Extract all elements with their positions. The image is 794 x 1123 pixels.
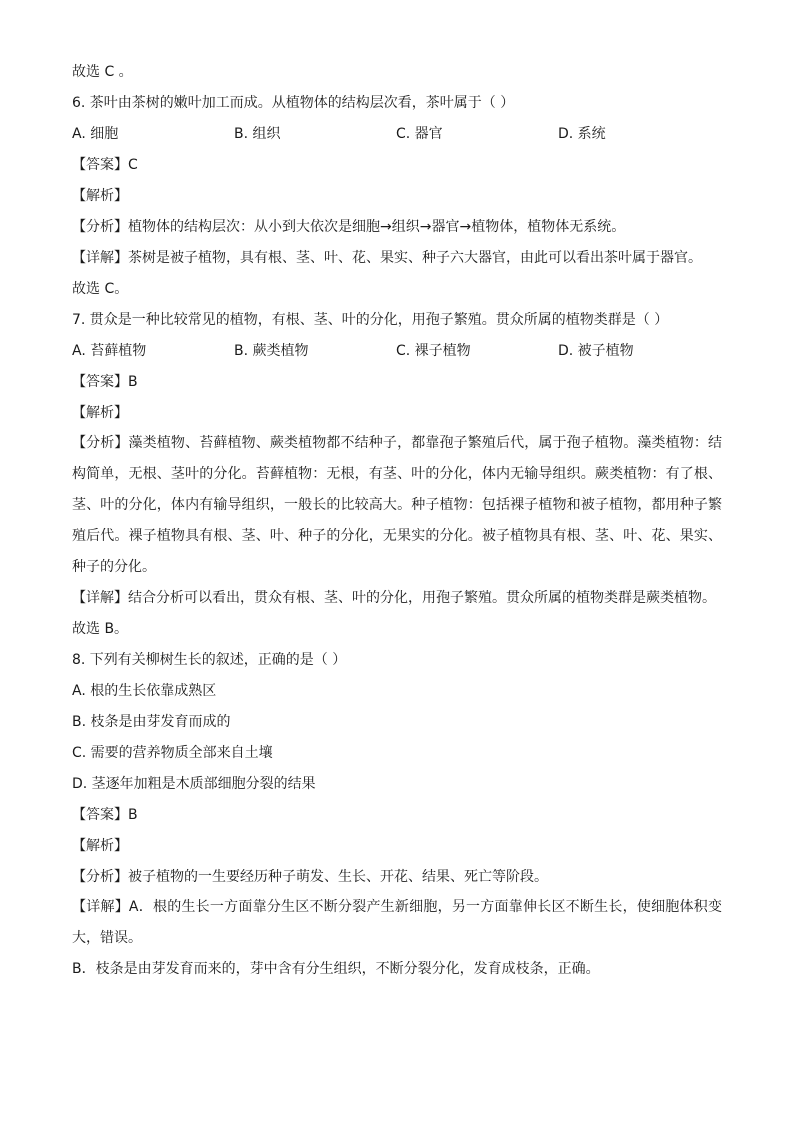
question-8-option-a: A. 根的生长依靠成熟区 — [72, 683, 217, 699]
answer-choice-prev: 故选 C 。 — [72, 64, 133, 80]
question-7-choose: 故选 B。 — [72, 621, 129, 637]
question-7-analysis: 【分析】藻类植物、苔藓植物、蕨类植物都不结种子，都靠孢子繁殖后代，属于孢子植物。藻类植物：结构简单，无根、茎叶的分化。苔藓植物：无根，有茎、叶的分化，体内无输导组织。蕨类植物：有了根、茎、叶的分化，体内有输导组织，一般长的比较高大。种子植物：包括裸子植物和被子植物，都用种子繁殖后代。裸子植物具有根、茎、叶、种子的分化，无果实的分化。被子植物具有根、茎、叶、花、果实、种子的分化。 — [72, 435, 722, 575]
option-c: C. 裸子植物 — [396, 343, 471, 359]
option-c: C. 器官 — [396, 126, 443, 142]
question-8: 8. 下列有关柳树生长的叙述，正确的是（ ） — [72, 652, 347, 668]
option-a: A. 细胞 — [72, 126, 119, 142]
question-8-answer: 【答案】B — [72, 807, 138, 823]
question-8-detail: 【详解】A．根的生长一方面靠分生区不断分裂产生新细胞，另一方面靠伸长区不断生长，使细胞体积变大，错误。 — [72, 899, 722, 946]
question-8-analysis: 【分析】被子植物的一生要经历种子萌发、生长、开花、结果、死亡等阶段。 — [72, 869, 548, 885]
question-7-jiexi: 【解析】 — [72, 405, 128, 421]
question-6-jiexi: 【解析】 — [72, 188, 128, 204]
question-8-option-b: B. 枝条是由芽发育而成的 — [72, 714, 231, 730]
option-a: A. 苔藓植物 — [72, 343, 147, 359]
question-8-option-c: C. 需要的营养物质全部来自土壤 — [72, 745, 273, 761]
question-8-option-d: D. 茎逐年加粗是木质部细胞分裂的结果 — [72, 776, 316, 792]
question-6: 6. 茶叶由茶树的嫩叶加工而成。从植物体的结构层次看，茶叶属于（ ） — [72, 95, 515, 111]
question-6-choose: 故选 C。 — [72, 281, 129, 297]
question-6-detail: 【详解】茶树是被子植物，具有根、茎、叶、花、果实、种子六大器官，由此可以看出茶叶属于器官。 — [72, 250, 702, 266]
question-8-jiexi: 【解析】 — [72, 838, 128, 854]
question-7-options — [72, 341, 722, 361]
option-d: D. 系统 — [558, 126, 606, 142]
option-b: B. 蕨类植物 — [234, 343, 309, 359]
question-7-detail: 【详解】结合分析可以看出，贯众有根、茎、叶的分化，用孢子繁殖。贯众所属的植物类群是蕨类植物。 — [72, 590, 716, 606]
option-d: D. 被子植物 — [558, 343, 634, 359]
option-b: B. 组织 — [234, 126, 281, 142]
question-7: 7. 贯众是一种比较常见的植物，有根、茎、叶的分化，用孢子繁殖。贯众所属的植物类群是（ ） — [72, 312, 669, 328]
question-6-analysis: 【分析】植物体的结构层次：从小到大依次是细胞→组织→器官→植物体，植物体无系统。 — [72, 219, 626, 235]
question-8-detail-b: B．枝条是由芽发育而来的，芽中含有分生组织，不断分裂分化，发育成枝条，正确。 — [72, 961, 600, 977]
question-6-answer: 【答案】C — [72, 157, 138, 173]
question-7-answer: 【答案】B — [72, 374, 138, 390]
document-page — [72, 62, 722, 979]
question-6-options — [72, 124, 722, 144]
